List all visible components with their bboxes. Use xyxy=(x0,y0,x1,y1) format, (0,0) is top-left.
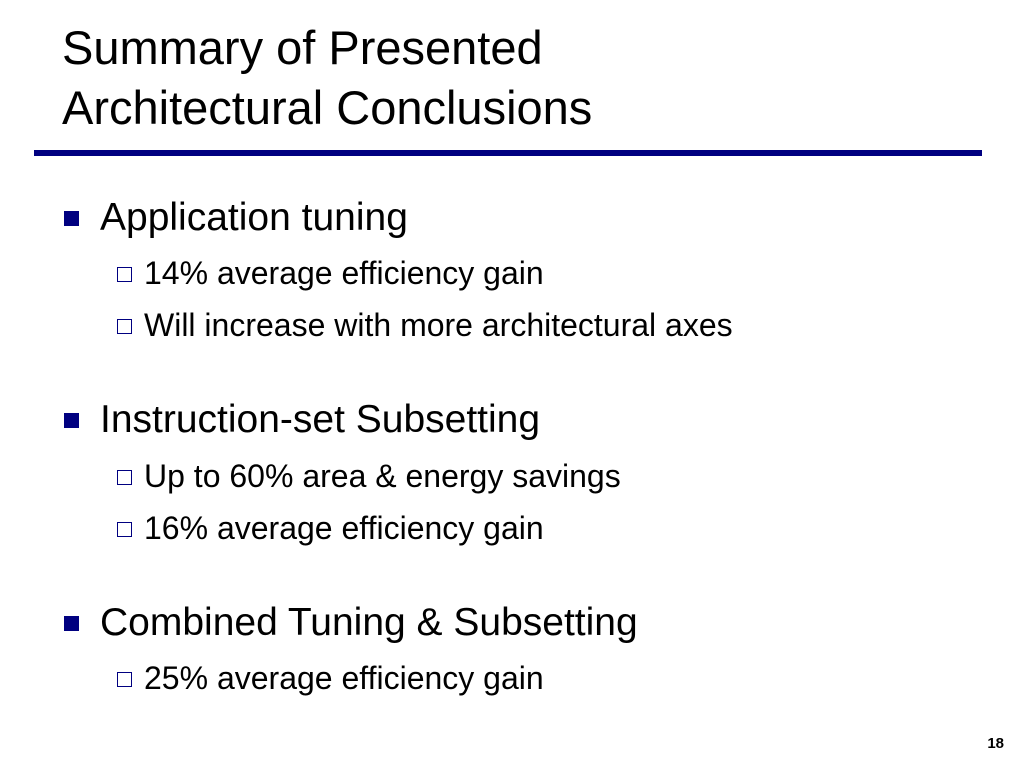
hollow-square-bullet-icon xyxy=(117,672,132,687)
sub-bullet-item xyxy=(117,508,544,548)
sub-bullet-label: Will increase with more architectural axes xyxy=(144,306,733,343)
bullet-label: Application tuning xyxy=(100,196,408,239)
slide-title-line: Summary of Presented xyxy=(62,21,543,74)
filled-square-bullet-icon xyxy=(64,211,79,226)
bullet-item-instruction-set-subsetting xyxy=(64,397,540,443)
hollow-square-bullet-icon xyxy=(117,267,132,282)
sub-bullet-item xyxy=(117,658,544,698)
sub-bullet-item xyxy=(117,305,733,345)
filled-square-bullet-icon xyxy=(64,413,79,428)
hollow-square-bullet-icon xyxy=(117,470,132,485)
page-number: 18 xyxy=(987,735,1004,752)
slide-title-line: Architectural Conclusions xyxy=(62,81,593,134)
sub-bullet-label: 14% average efficiency gain xyxy=(144,254,544,291)
filled-square-bullet-icon xyxy=(64,616,79,631)
sub-bullet-item xyxy=(117,456,621,496)
sub-bullet-item xyxy=(117,253,544,293)
bullet-item-application-tuning xyxy=(64,195,408,241)
bullet-label: Instruction-set Subsetting xyxy=(100,398,541,441)
sub-bullet-label: Up to 60% area & energy savings xyxy=(144,457,621,494)
sub-bullet-label: 25% average efficiency gain xyxy=(144,659,544,696)
bullet-label: Combined Tuning & Subsetting xyxy=(100,601,638,644)
bullet-item-combined-tuning-subsetting xyxy=(64,600,638,646)
hollow-square-bullet-icon xyxy=(117,522,132,537)
hollow-square-bullet-icon xyxy=(117,319,132,334)
sub-bullet-label: 16% average efficiency gain xyxy=(144,509,544,546)
